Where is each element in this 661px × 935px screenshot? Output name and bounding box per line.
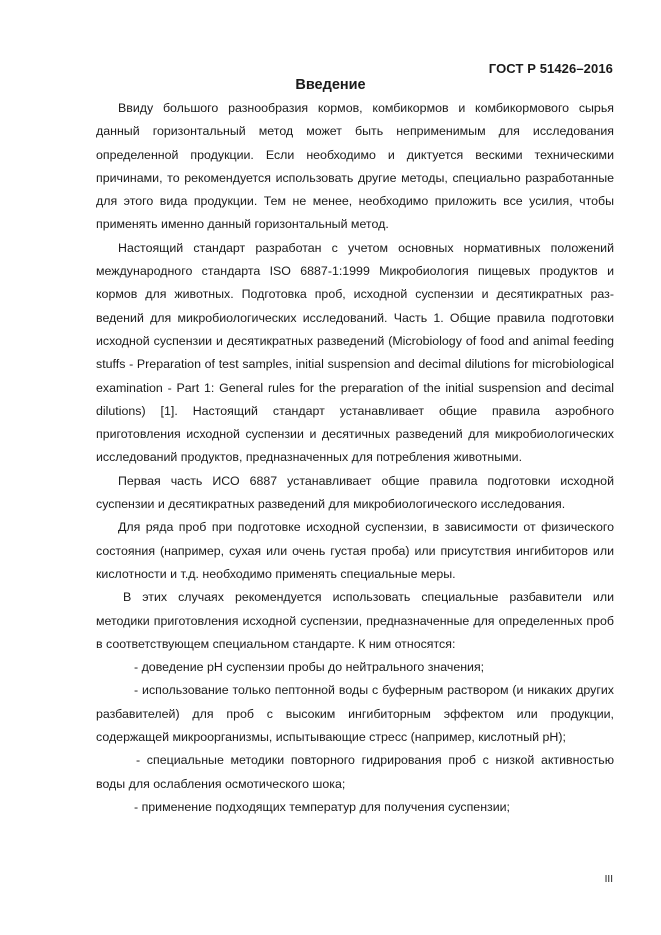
paragraph: Настоящий стандарт разработан с учетом основных нормативных положений международного стандарта ISO 6887-1:1999 Микробиология пищевых продуктов и кормов для животных. Подготовка проб, исходной суспензии и десятикратных разведений для микробиологических исследований. Часть 1. Общие правила подготовки исходной суспензии и десятикратных разведений (Microbiology of food and animal feeding stuffs - Preparation of test samples, initial suspension and decimal dilutions for microbiological examination - Part 1: General rules for the preparation of the initial suspension and decimal dilutions) [1]. Настоящий стандарт устанавливает общие правила аэробного приготовления исходной суспензии и десятичных разведений для микробиологических исследований продуктов, предназначенных для потребления животными. bbox=[96, 240, 614, 465]
standard-code: ГОСТ Р 51426–2016 bbox=[488, 61, 613, 76]
list-item: - использование только пептонной воды с буферным раствором (и никаких других разбавителей) для проб с высоким ингибиторным эффектом или продукции, содержащей микроорганизмы, испытывающие стресс (например, кислотный pH); bbox=[96, 683, 614, 745]
page-number: III bbox=[604, 874, 613, 885]
list-item: - специальные методики повторного гидрирования проб с низкой активностью воды для ослабления осмотического шока; bbox=[96, 753, 614, 791]
paragraph: Для ряда проб при подготовке исходной суспензии, в зависимости от физического состояния (например, сухая или очень густая проба) или присутствия ингибиторов или кислотности и т.д. необходимо применять специальные меры. bbox=[96, 520, 614, 581]
list-item: - доведение pH суспензии пробы до нейтрального значения; bbox=[134, 660, 485, 675]
paragraph: В этих случаях рекомендуется использовать специальные разбавители или методики приготовления исходной суспензии, предназначенные для определенных проб в соответствующем специальном стандарте. К ним относятся: bbox=[96, 590, 614, 651]
section-title: Введение bbox=[295, 77, 366, 93]
paragraph: Первая часть ИСО 6887 устанавливает общие правила подготовки исходной суспензии и десятикратных разведений для микробиологического исследования. bbox=[96, 473, 614, 512]
paragraph: Ввиду большого разнообразия кормов, комбикормов и комбикормового сырья данный горизонтальный метод может быть неприменимым для исследования определенной продукции. Если необходимо и диктуется вескими техническими причинами, то рекомендуется использовать другие методы, специально разработанные для этого вида продукции. Тем не менее, необходимо приложить все усилия, чтобы применять именно данный горизонтальный метод. bbox=[96, 101, 614, 232]
list-item: - применение подходящих температур для получения суспензии; bbox=[134, 799, 511, 814]
body-text bbox=[96, 97, 614, 819]
